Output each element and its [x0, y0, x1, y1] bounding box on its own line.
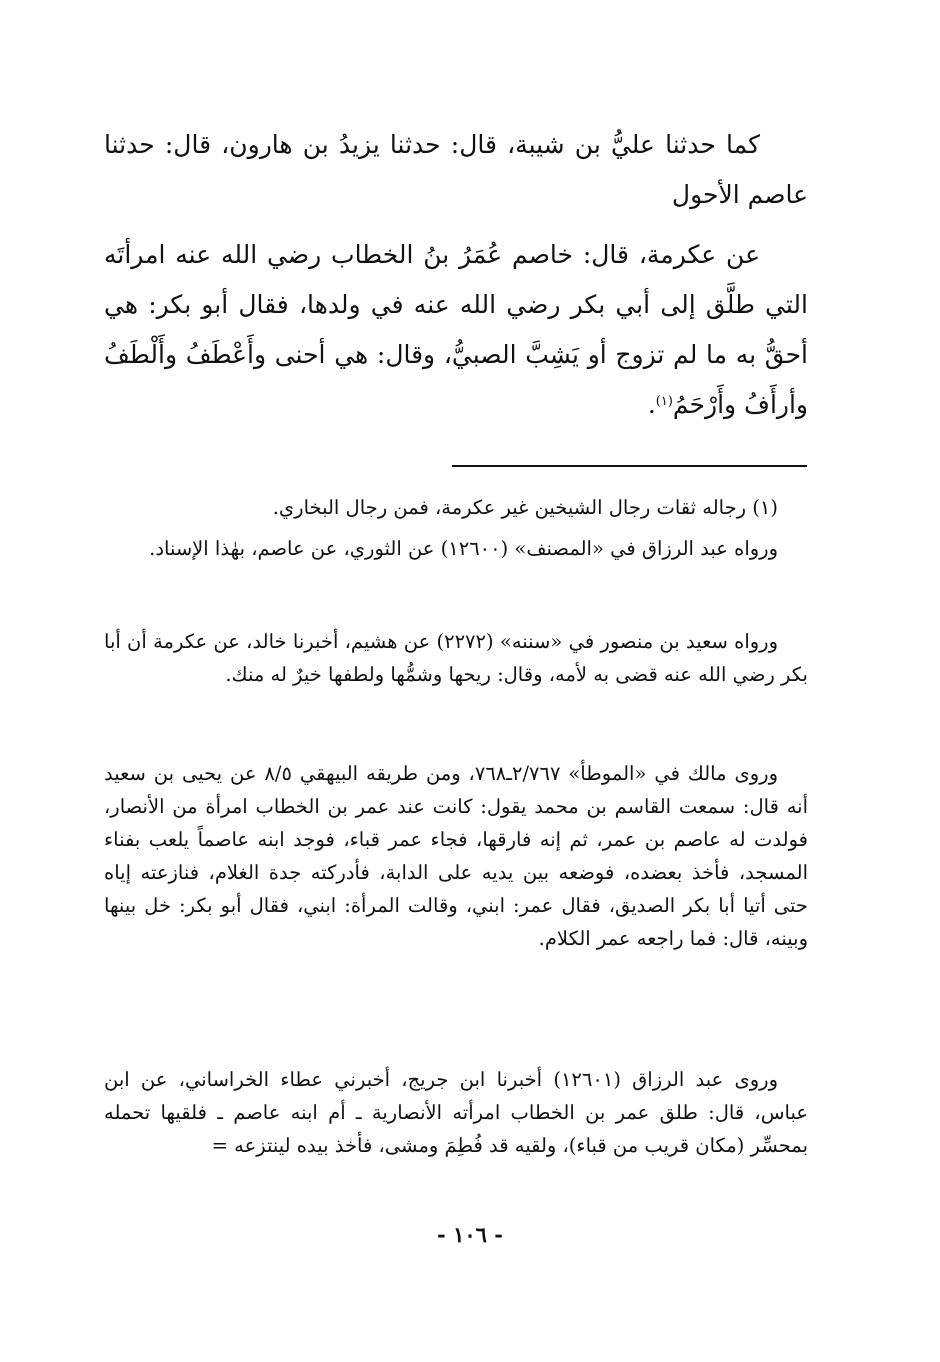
hadith-body	[104, 230, 808, 430]
page-number: - ١٠٦ -	[437, 1222, 503, 1247]
isnad-text: كما حدثنا عليُّ بن شيبة، قال: حدثنا يزيدُ بن هارون، قال: حدثنا عاصم الأحول	[104, 130, 808, 209]
footnote-1	[104, 490, 808, 526]
footnote-2	[104, 532, 808, 565]
isnad-paragraph	[104, 120, 808, 220]
footnote-4	[104, 757, 808, 955]
footnote-reference: (١)	[655, 394, 673, 409]
footnote-3	[104, 625, 808, 691]
hadith-text: عن عكرمة، قال: خاصم عُمَرُ بنُ الخطاب رضي الله عنه امرأتَه التي طلَّق إلى أبي بكر رضي الله عنه في ولدها، فقال أبو بكر: هي أحقُّ به ما لم تزوج أو يَشِبَّ الصبيُّ، وقال: هي أحنى وأَعْطَفُ وأَلْطَفُ وأرأَفُ وأَرْحَمُ	[104, 240, 808, 419]
footnote-paragraph: وروى عبد الرزاق (١٢٦٠١) أخبرنا ابن جريج، أخبرني عطاء الخراساني، عن ابن عباس، قال: طلق عمر بن الخطاب امرأته الأنصارية ـ أم ابنه عاصم ـ فلقيها تحمله بمحسِّر (مكان قريب من قباء)، ولقيه قد فُطِمَ ومشى، فأخذ بيده لينتزعه =	[104, 1068, 808, 1157]
footnote-paragraph: ورواه سعيد بن منصور في «سننه» (٢٢٧٢) عن هشيم، أخبرنا خالد، عن عكرمة أن أبا بكر رضي الله عنه قضى به لأمه، وقال: ريحها وشمُّها ولطفها خيرٌ له منك.	[104, 630, 808, 686]
footnote-paragraph: ورواه عبد الرزاق في «المصنف» (١٢٦٠٠) عن الثوري، عن عاصم، بهٰذا الإسناد.	[149, 537, 778, 560]
footnote-separator	[452, 465, 807, 467]
footnote-paragraph: وروى مالك في «الموطأ» ٢/٧٦٧ـ٧٦٨، ومن طريقه البيهقي ٨/٥ عن يحيى بن سعيد أنه قال: سمعت القاسم بن محمد يقول: كانت عند عمر بن الخطاب امرأة من الأنصار، فولدت له عاصم بن عمر، ثم إنه فارقها، فجاء عمر قباء، فوجد ابنه عاصماً يلعب بفناء المسجد، فأخذ بعضده، فوضعه بين يديه على الدابة، فأدركته جدة الغلام، فنازعته إياه حتى أتيا أبا بكر الصديق، فقال عمر: ابني، وقالت المرأة: ابني، فقال أبو بكر: خل بينها وبينه، قال: فما راجعه عمر الكلام.	[104, 762, 808, 950]
footnote-paragraph: (١) رجاله ثقات رجال الشيخين غير عكرمة، فمن رجال البخاري.	[272, 496, 778, 519]
footnote-5	[104, 1063, 808, 1162]
hadith-end: .	[647, 390, 656, 419]
hadith-paragraph	[104, 230, 808, 430]
